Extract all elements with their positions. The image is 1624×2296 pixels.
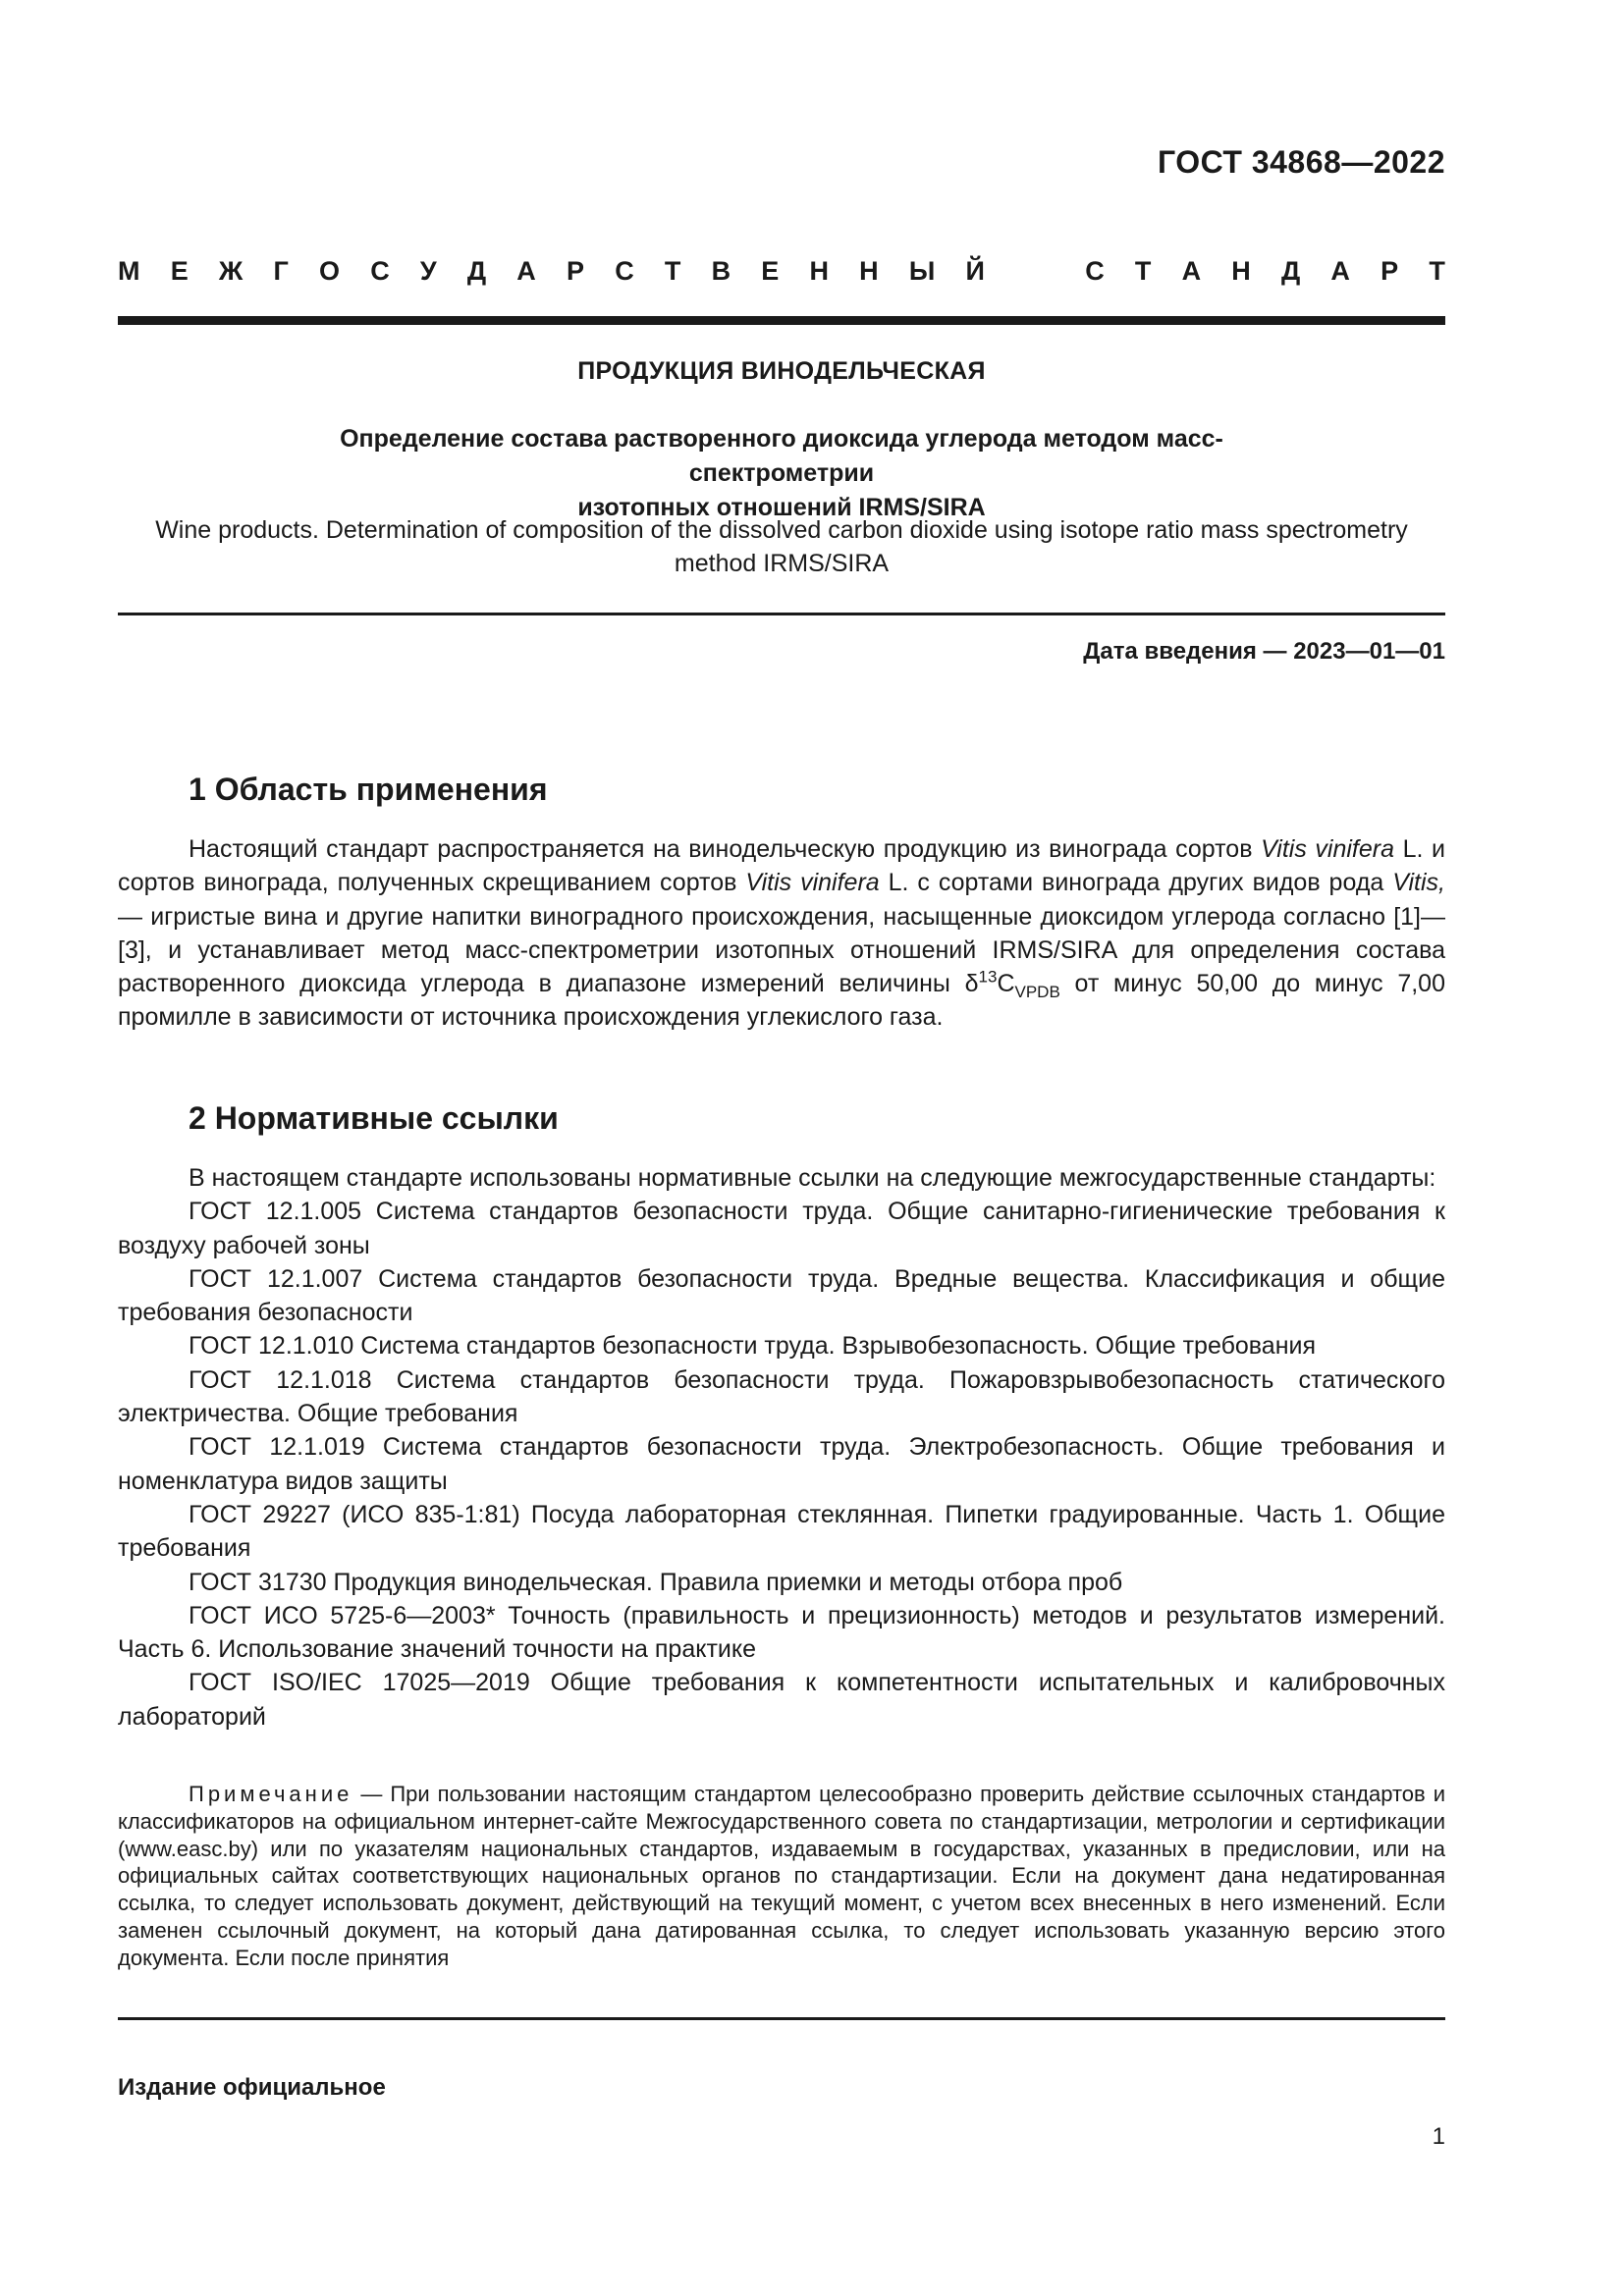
- note-paragraph: [118, 1781, 1445, 1972]
- section-1-heading: 1 Область применения: [189, 772, 548, 807]
- english-title-line: Wine products. Determination of composition of the dissolved carbon dioxide using isotope ratio mass spectrometry: [155, 516, 1408, 544]
- document-title: ПРОДУКЦИЯ ВИНОДЕЛЬЧЕСКАЯ: [577, 357, 986, 385]
- isotope-superscript: 13: [978, 967, 998, 987]
- reference-item: ГОСТ 12.1.019 Система стандартов безопасности труда. Электробезопасность. Общие требования и номенклатура видов защиты: [118, 1433, 1445, 1495]
- banner-letter: С: [370, 255, 390, 286]
- scope-text: L. с сортами винограда других видов рода: [879, 869, 1393, 897]
- banner-letter: А: [1330, 255, 1350, 286]
- scope-text: L. и сортов винограда, полученных скрещиванием сортов: [118, 835, 1445, 897]
- carbon-symbol: C: [997, 970, 1015, 998]
- reference-item: ГОСТ 12.1.005 Система стандартов безопасности труда. Общие санитарно-гигиенические требования к воздуху рабочей зоны: [118, 1198, 1445, 1259]
- latin-term: Vitis,: [1392, 869, 1445, 897]
- note-text: — При пользовании настоящим стандартом целесообразно проверить действие ссылочных стандартов и классификаторов на официальном интернет-сайте Межгосударственного совета по стандартизации, метрологии и сертификации (www.easc.by) или по указателям национальных стандартов, издаваемым в государствах, указанных в предисловии, или на официальных сайтах соответствующих национальных органов по стандартизации. Если на документ дана недатированная ссылка, то следует использовать документ, действующий на текущий момент, с учетом всех внесенных в него изменений. Если заменен ссылочный документ, на который дана датированная ссылка, то следует использовать указанную версию этого документа. Если после принятия: [118, 1782, 1445, 1970]
- title-rule: [118, 613, 1445, 615]
- subtitle-line: Определение состава растворенного диоксида углерода методом масс-спектрометрии: [340, 425, 1223, 487]
- reference-item: ГОСТ ИСО 5725-6—2003* Точность (правильность и прецизионность) методов и результатов измерений. Часть 6. Использование значений точности на практике: [118, 1601, 1445, 1664]
- banner-letter: У: [419, 255, 437, 286]
- references-note: [118, 1781, 1445, 1972]
- reference-item: ГОСТ 12.1.018 Система стандартов безопасности труда. Пожаровзрывобезопасность статического электричества. Общие требования: [118, 1365, 1445, 1428]
- banner-letter: Д: [1280, 255, 1301, 286]
- banner-letter: Р: [1380, 255, 1399, 286]
- page-number: 1: [1432, 2123, 1445, 2150]
- section-2-body: [118, 1161, 1445, 1734]
- banner-letter: Е: [761, 255, 780, 286]
- banner-letter: Ы: [908, 255, 936, 286]
- banner-letter: Т: [1134, 255, 1152, 286]
- banner-letter: Г: [273, 255, 289, 286]
- official-edition-label: Издание официальное: [118, 2074, 386, 2101]
- banner-letter: Ж: [218, 255, 244, 286]
- banner-letter: Н: [859, 255, 879, 286]
- document-subtitle: [255, 422, 1308, 525]
- gost-number: ГОСТ 34868—2022: [1157, 144, 1445, 180]
- header-thick-rule: [118, 316, 1445, 325]
- banner-letter: Р: [566, 255, 584, 286]
- banner-letter: Н: [1231, 255, 1251, 286]
- banner-letter: В: [711, 255, 731, 286]
- scope-text: — игристые вина и другие напитки виноградного происхождения, насыщенные диоксидом углерода согласно [1]—[3], и устанавливает метод масс-спектрометрии изотопных отношений IRMS/SIRA для определения состава растворенного диоксида углерода в диапазоне измерений величины: [118, 902, 1445, 998]
- reference-item: ГОСТ ISO/IEC 17025—2019 Общие требования к компетентности испытательных и калибровочных лабораторий: [118, 1669, 1445, 1731]
- section-1-body: [118, 832, 1445, 1035]
- introduction-date: Дата введения — 2023—01—01: [1083, 638, 1445, 665]
- vpdb-subscript: VPDB: [1014, 983, 1060, 1002]
- subtitle-line: изотопных отношений IRMS/SIRA: [577, 494, 986, 521]
- banner-letter: М: [118, 255, 140, 286]
- reference-item: ГОСТ 31730 Продукция винодельческая. Правила приемки и методы отбора проб: [189, 1568, 1123, 1596]
- scope-text: от минус 50,00 до минус 7,00 промилле в зависимости от источника происхождения углекислого газа.: [118, 970, 1445, 1032]
- banner-letter: А: [516, 255, 536, 286]
- footer-rule: [118, 2017, 1445, 2020]
- banner-letter: Е: [170, 255, 189, 286]
- note-label: Примечание: [189, 1782, 353, 1806]
- latin-term: Vitis vinifera: [1261, 835, 1395, 863]
- delta-symbol: δ: [964, 970, 979, 998]
- banner-letter: Й: [965, 255, 985, 286]
- reference-item: ГОСТ 12.1.007 Система стандартов безопасности труда. Вредные вещества. Классификация и общие требования безопасности: [118, 1264, 1445, 1327]
- scope-paragraph: [118, 832, 1445, 1035]
- banner-letter: Н: [809, 255, 829, 286]
- banner-letter: А: [1181, 255, 1202, 286]
- reference-item: ГОСТ 29227 (ИСО 835-1:81) Посуда лабораторная стеклянная. Пипетки градуированные. Часть 1. Общие требования: [118, 1500, 1445, 1563]
- section-2-heading: 2 Нормативные ссылки: [189, 1100, 559, 1136]
- banner-letter: Д: [466, 255, 487, 286]
- banner-letter: О: [318, 255, 340, 286]
- banner-letter: С: [615, 255, 634, 286]
- banner-letter: Т: [1429, 255, 1445, 286]
- scope-text: Настоящий стандарт распространяется на винодельческую продукцию из винограда сортов: [189, 835, 1262, 863]
- reference-item: ГОСТ 12.1.010 Система стандартов безопасности труда. Взрывобезопасность. Общие требования: [189, 1332, 1317, 1361]
- english-title-line: method IRMS/SIRA: [674, 550, 890, 577]
- banner-letter: Т: [664, 255, 681, 286]
- banner-letter: С: [1085, 255, 1105, 286]
- references-intro: В настоящем стандарте использованы нормативные ссылки на следующие межгосударственные стандарты:: [189, 1164, 1436, 1192]
- latin-term: Vitis vinifera: [745, 869, 880, 897]
- interstate-standard-banner: [118, 253, 1445, 289]
- english-title: [137, 513, 1426, 580]
